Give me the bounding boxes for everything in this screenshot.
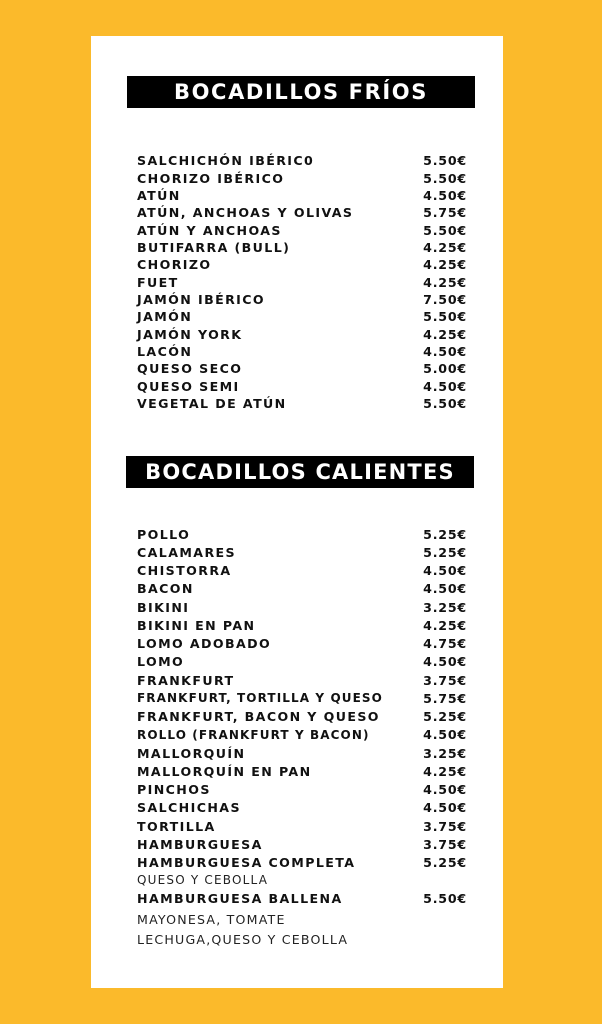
item-price: 5.50€ [423, 222, 467, 238]
menu-item [137, 562, 467, 580]
item-price: 4.25€ [423, 617, 467, 633]
item-name: HAMBURGUESA BALLENA [137, 891, 343, 907]
item-name: MALLORQUÍN [137, 745, 246, 761]
item-name: SALCHICHAS [137, 800, 241, 816]
item-price: 4.25€ [423, 763, 467, 779]
item-note: MAYONESA, TOMATE [137, 912, 286, 927]
item-price: 5.25€ [423, 855, 467, 871]
menu-item [137, 360, 467, 377]
menu-item [137, 708, 467, 726]
item-name: LOMO ADOBADO [137, 636, 272, 652]
item-name: TORTILLA [137, 818, 216, 834]
menu-item [137, 325, 467, 342]
item-price: 7.50€ [423, 291, 467, 307]
item-price: 5.75€ [423, 690, 467, 706]
item-price: 5.50€ [423, 309, 467, 325]
item-note: QUESO Y CEBOLLA [137, 872, 269, 887]
menu-item [137, 781, 467, 799]
menu-item [137, 343, 467, 360]
item-price: 4.50€ [423, 563, 467, 579]
menu-item [137, 525, 467, 543]
item-name: LOMO [137, 654, 185, 670]
item-name: ATÚN Y ANCHOAS [137, 222, 282, 238]
menu-item [137, 817, 467, 835]
menu-item [137, 256, 467, 273]
item-price: 3.75€ [423, 836, 467, 852]
item-name: ROLLO (FRANKFURT Y BACON) [137, 727, 370, 742]
menu-item [137, 187, 467, 204]
item-price: 4.50€ [423, 727, 467, 743]
item-price: 5.50€ [423, 153, 467, 169]
menu-item [137, 221, 467, 238]
menu-item [137, 239, 467, 256]
item-price: 4.25€ [423, 274, 467, 290]
item-name: POLLO [137, 526, 191, 542]
menu-item [137, 395, 467, 412]
item-name: JAMÓN IBÉRICO [137, 291, 266, 307]
item-price: 3.75€ [423, 672, 467, 688]
menu-list-frios [137, 152, 467, 412]
item-price: 4.50€ [423, 800, 467, 816]
item-price: 5.25€ [423, 526, 467, 542]
item-name: QUESO SEMI [137, 378, 240, 394]
item-name: CALAMARES [137, 544, 237, 560]
item-name: JAMÓN [137, 309, 193, 325]
item-name: BACON [137, 581, 194, 597]
item-price: 3.75€ [423, 818, 467, 834]
menu-item [137, 598, 467, 616]
menu-item [137, 854, 467, 872]
menu-item [137, 169, 467, 186]
menu-item [137, 616, 467, 634]
item-name: VEGETAL DE ATÚN [137, 395, 287, 411]
item-name: ATÚN [137, 187, 181, 203]
item-price: 4.50€ [423, 187, 467, 203]
menu-card [91, 36, 503, 988]
item-price: 4.50€ [423, 343, 467, 359]
item-name: PINCHOS [137, 782, 211, 798]
item-name: CHISTORRA [137, 563, 232, 579]
menu-item [137, 543, 467, 561]
menu-list-calientes [137, 525, 467, 950]
item-name: CHORIZO [137, 257, 212, 273]
item-price: 4.25€ [423, 257, 467, 273]
item-name: JAMÓN YORK [137, 326, 243, 342]
item-name: HAMBURGUESA COMPLETA [137, 855, 356, 871]
item-price: 5.25€ [423, 709, 467, 725]
menu-item [137, 653, 467, 671]
item-price: 4.25€ [423, 326, 467, 342]
menu-item [137, 762, 467, 780]
item-name: FRANKFURT, BACON Y QUESO [137, 709, 380, 725]
item-price: 4.25€ [423, 239, 467, 255]
menu-item [137, 890, 467, 908]
section-title-frios: BOCADILLOS FRÍOS [127, 76, 475, 108]
item-price: 5.25€ [423, 544, 467, 560]
menu-item [137, 308, 467, 325]
menu-item [137, 635, 467, 653]
menu-item [137, 799, 467, 817]
menu-item [137, 580, 467, 598]
item-price: 4.50€ [423, 581, 467, 597]
item-name: BIKINI [137, 599, 190, 615]
item-price: 5.00€ [423, 361, 467, 377]
item-name: BUTIFARRA (BULL) [137, 239, 291, 255]
menu-item [137, 744, 467, 762]
item-price: 3.25€ [423, 745, 467, 761]
menu-item [137, 273, 467, 290]
item-name: LACÓN [137, 343, 193, 359]
item-name: MALLORQUÍN EN PAN [137, 763, 312, 779]
item-price: 5.50€ [423, 170, 467, 186]
item-price: 4.50€ [423, 654, 467, 670]
item-name: FRANKFURT, TORTILLA Y QUESO [137, 691, 383, 706]
menu-item [137, 291, 467, 308]
menu-item [137, 689, 467, 707]
item-price: 5.75€ [423, 205, 467, 221]
item-price: 4.75€ [423, 636, 467, 652]
item-name: FRANKFURT [137, 672, 235, 688]
item-price: 5.50€ [423, 395, 467, 411]
menu-item [137, 152, 467, 169]
menu-item [137, 377, 467, 394]
item-note: LECHUGA,QUESO Y CEBOLLA [137, 932, 349, 947]
item-price: 4.50€ [423, 782, 467, 798]
menu-item [137, 726, 467, 744]
item-name: BIKINI EN PAN [137, 617, 256, 633]
item-price: 4.50€ [423, 378, 467, 394]
item-price: 5.50€ [423, 891, 467, 907]
section-title-calientes: BOCADILLOS CALIENTES [126, 456, 474, 488]
item-name: ATÚN, ANCHOAS Y OLIVAS [137, 205, 354, 221]
menu-item [137, 835, 467, 853]
item-price: 3.25€ [423, 599, 467, 615]
item-name: SALCHICHÓN IBÉRIC0 [137, 153, 315, 169]
menu-item [137, 204, 467, 221]
menu-item [137, 671, 467, 689]
item-name: CHORIZO IBÉRICO [137, 170, 285, 186]
item-name: HAMBURGUESA [137, 836, 263, 852]
item-name: QUESO SECO [137, 361, 243, 377]
item-name: FUET [137, 274, 179, 290]
